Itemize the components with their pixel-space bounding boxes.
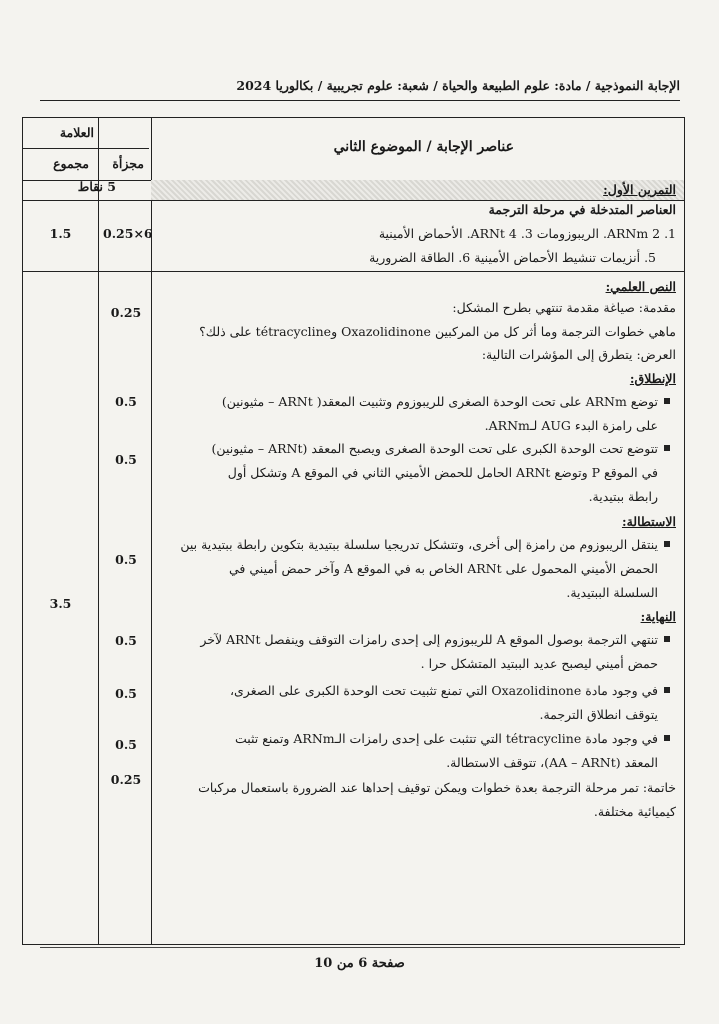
subgrade-column-divider xyxy=(98,118,99,944)
elongation-1-line1: ينتقل الريبوزوم من رامزة إلى أخرى، وتتشكل تدريجيا سلسلة ببتيدية بتكوين رابطة ببتيدية بين xyxy=(180,537,658,552)
grade-subheader-divider xyxy=(23,148,149,149)
section1-list-row2: 5. أنزيمات تنشيط الأحماض الأمينية 6. الطاقة الضرورية xyxy=(369,250,656,265)
bullet-icon xyxy=(664,541,670,547)
grade-heading: العلامة xyxy=(59,125,94,140)
section-divider xyxy=(23,271,684,272)
grade-column-divider xyxy=(151,118,152,944)
conclusion-line1: خاتمة: تمر مرحلة الترجمة بعدة خطوات ويمكن توقيف إحداها عند الضرورة باستعمال مركبات xyxy=(198,780,676,795)
initiation-label: الإنطلاق: xyxy=(629,371,676,386)
mark-initiation-1: 0.5 xyxy=(115,394,137,409)
section1-title: العناصر المتدخلة في مرحلة الترجمة xyxy=(488,202,676,217)
termination-2-line2: يتوقف انطلاق الترجمة. xyxy=(539,707,658,722)
body-label: العرض: يتطرق إلى المؤشرات التالية: xyxy=(481,347,676,362)
section1-list-row1: 1. ARNm 2. الريبوزومات 3. ARNt 4. الأحماض الأمينية xyxy=(378,226,676,241)
initiation-1-line2: على رامزة البدء AUG لـARNm. xyxy=(484,418,658,433)
footer-rule xyxy=(40,947,680,948)
termination-3-line2: المعقد (AA – ARNt)، تتوقف الاستطالة. xyxy=(446,755,658,770)
section2-title: النص العلمي: xyxy=(605,279,676,294)
initiation-2-line1: تتوضع تحت الوحدة الكبرى على تحت الوحدة الصغرى ويصبح المعقد (ARNt – مثيونين) xyxy=(211,441,658,456)
table-main-heading: عناصر الإجابة / الموضوع الثاني xyxy=(333,139,514,155)
bullet-icon xyxy=(664,735,670,741)
page-number: صفحة 6 من 10 xyxy=(314,956,405,971)
mark-elongation: 0.5 xyxy=(115,552,137,567)
exercise-title: التمرين الأول: xyxy=(603,182,676,197)
section1-partial-mark: 0.25×6 xyxy=(103,226,153,241)
bullet-icon xyxy=(664,445,670,451)
section2-total-mark: 3.5 xyxy=(49,596,72,611)
initiation-2-line2: في الموقع P وتوضع ARNt الحامل للحمض الأميني الثاني في الموقع A وتشكل أول xyxy=(227,465,658,480)
bullet-icon xyxy=(664,636,670,642)
elongation-label: الاستطالة: xyxy=(621,514,676,529)
initiation-2-line3: رابطة ببتيدية. xyxy=(588,489,658,504)
exercise-points: 5 نقاط xyxy=(77,179,116,194)
mark-conclusion: 0.25 xyxy=(110,772,142,787)
termination-1-line1: تنتهي الترجمة بوصول الموقع A للريبوزوم إلى إحدى رامزات التوقف وينفصل ARNt لآخر xyxy=(200,632,658,647)
page-header: الإجابة النموذجية / مادة: علوم الطبيعة والحياة / شعبة: علوم تجريبية / بكالوريا 2024 xyxy=(236,78,680,93)
answer-table xyxy=(22,117,685,945)
mark-termination-2: 0.5 xyxy=(115,686,137,701)
initiation-1-line1: توضع ARNm على تحت الوحدة الصغرى للريبوزوم وتثبيت المعقد( ARNt – مثيونين) xyxy=(221,394,658,409)
bullet-icon xyxy=(664,687,670,693)
total-heading: مجموع xyxy=(53,156,89,171)
mark-intro: 0.25 xyxy=(110,305,142,320)
termination-3-line1: في وجود مادة tétracycline التي تتثبت على إحدى رامزات الـARNm وتمنع تثبت xyxy=(234,731,658,746)
mark-termination-1: 0.5 xyxy=(115,633,137,648)
termination-2-line1: في وجود مادة Oxazolidinone التي تمنع تثبيت تحت الوحدة الكبرى على الصغرى، xyxy=(229,683,658,698)
termination-label: النهاية: xyxy=(640,609,676,624)
elongation-1-line3: السلسلة الببتيدية. xyxy=(566,585,658,600)
termination-1-line2: حمض أميني ليصبح عديد الببتيد المتشكل حرا . xyxy=(420,656,658,671)
section1-total-mark: 1.5 xyxy=(49,226,72,241)
intro-question: ماهي خطوات الترجمة وما أثر كل من المركبين Oxazolidinone وtétracycline على ذلك؟ xyxy=(199,324,676,339)
intro-label: مقدمة: صياغة مقدمة تنتهي بطرح المشكل: xyxy=(452,300,676,315)
bullet-icon xyxy=(664,398,670,404)
partial-heading: مجزأة xyxy=(112,156,144,171)
elongation-1-line2: الحمض الأميني المحمول على ARNt الخاص به في الموقع A وآخر حمض أميني في xyxy=(229,561,658,576)
mark-termination-3: 0.5 xyxy=(115,737,137,752)
mark-initiation-2: 0.5 xyxy=(115,452,137,467)
conclusion-line2: كيميائية مختلفة. xyxy=(593,804,676,819)
header-rule xyxy=(40,100,680,101)
